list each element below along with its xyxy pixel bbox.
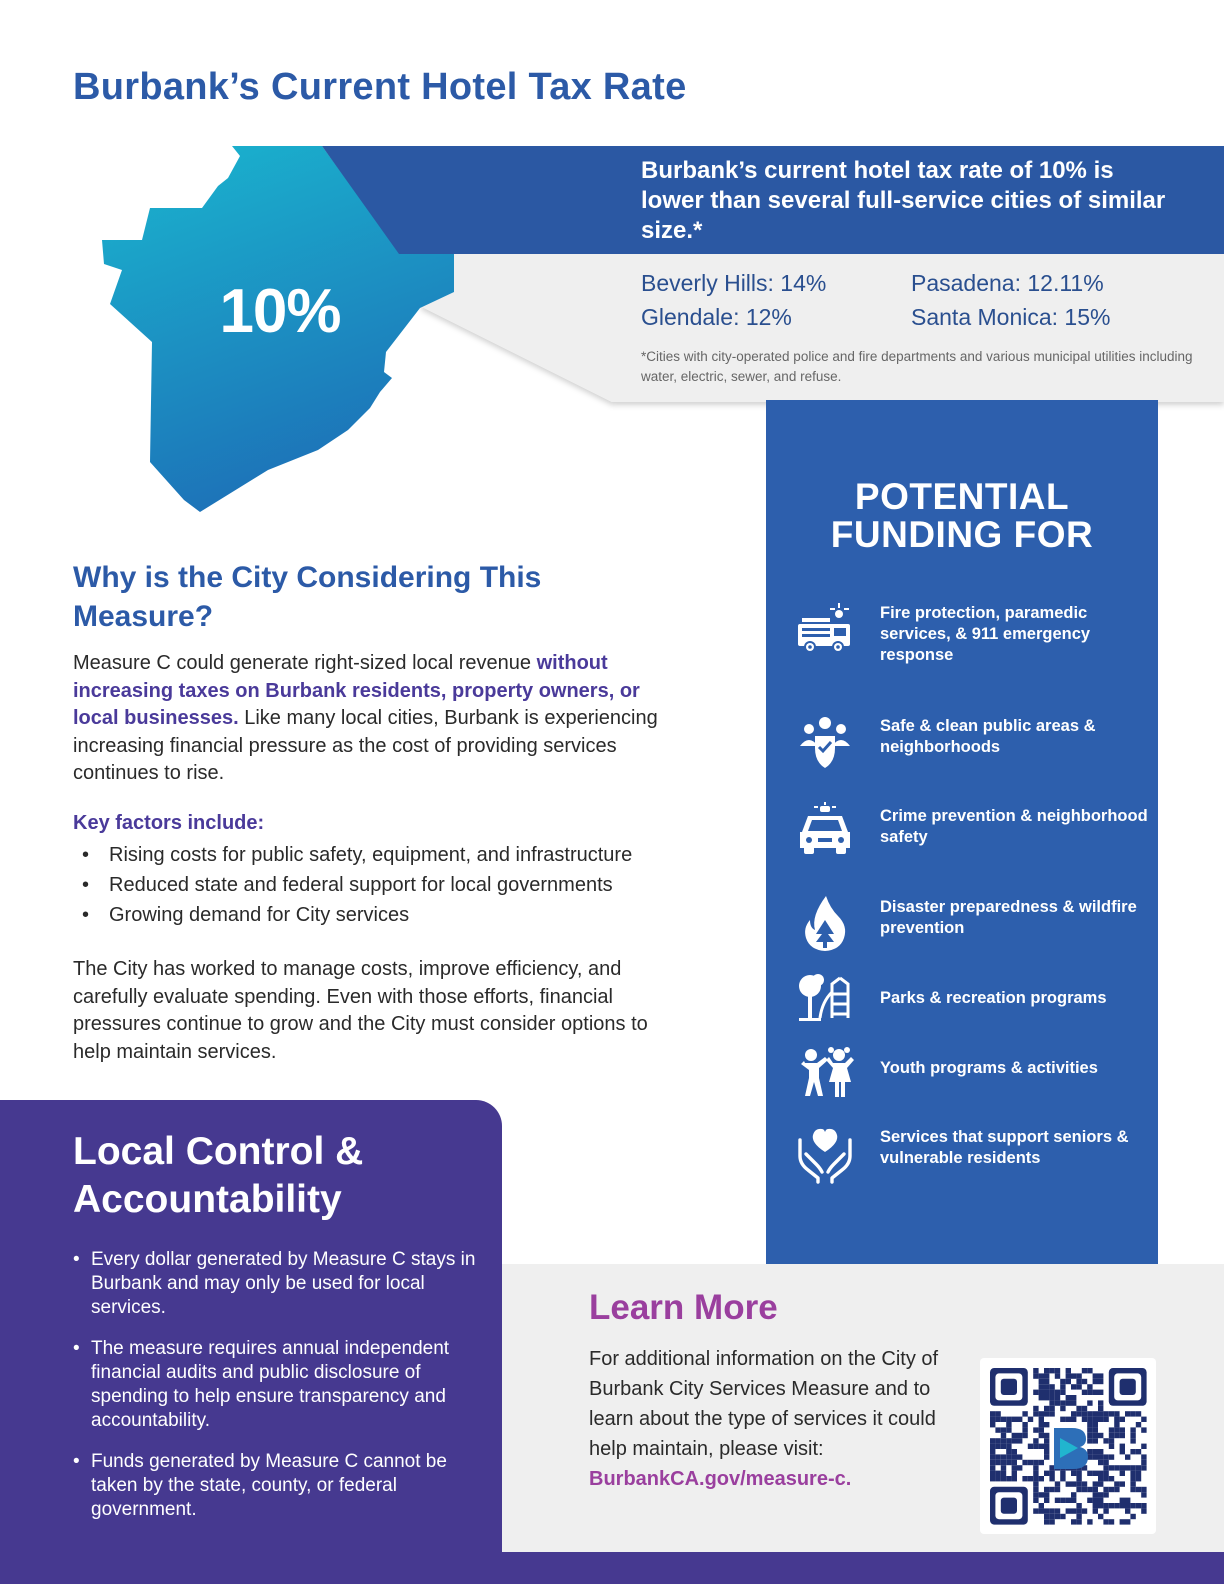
funding-item-disaster: Disaster preparedness & wildfire prevention: [880, 898, 1137, 937]
why-heading: Why is the City Considering This Measure?: [73, 561, 542, 633]
list-item: • Growing demand for City services: [80, 900, 700, 930]
local-control-heading: Local Control & Accountability: [73, 1130, 364, 1221]
efforts-paragraph: The City has worked to manage costs, improve efficiency, and carefully evaluate spending. Even with those efforts, financial pressures continue to grow and the City must consider options to help maintain services.: [73, 958, 648, 1063]
page-title: Burbank’s Current Hotel Tax Rate: [73, 66, 687, 108]
funding-title: POTENTIAL FUNDING FOR: [830, 476, 1094, 555]
qr-code[interactable]: [980, 1358, 1156, 1534]
police-car-icon: [796, 802, 854, 860]
local-control-panel: [0, 1100, 502, 1584]
qr-code-icon: [980, 1358, 1156, 1534]
list-item: • The measure requires annual independent financial audits and public disclosure of spending to help ensure transparency and accountability.: [73, 1337, 493, 1433]
city-rate-glendale: Glendale: 12%: [641, 304, 792, 330]
fire-truck-icon: [796, 602, 854, 660]
measure-link[interactable]: BurbankCA.gov/measure-c.: [589, 1468, 852, 1490]
footer-strip: [502, 1552, 1224, 1584]
funding-item-youth: Youth programs & activities: [880, 1059, 1098, 1077]
community-shield-icon: [796, 714, 854, 772]
list-item: • Funds generated by Measure C cannot be taken by the state, county, or federal government.: [73, 1450, 493, 1522]
funding-panel: [766, 400, 1158, 1264]
key-factors-heading: Key factors include:: [73, 812, 265, 834]
funding-item-crime-prevention: Crime prevention & neighborhood safety: [880, 807, 1148, 846]
local-control-list: [73, 1248, 493, 1539]
heart-hands-icon: [796, 1126, 854, 1184]
wildfire-icon: [796, 894, 854, 952]
learn-more-heading: Learn More: [589, 1288, 778, 1327]
funding-item-parks: Parks & recreation programs: [880, 989, 1107, 1007]
hero-headline: Burbank’s current hotel tax rate of 10% is lower than several full-service cities of similar size.*: [641, 157, 1166, 244]
cities-footnote: *Cities with city-operated police and fire departments and various municipal utilities including water, electric, sewer, and refuse.: [641, 349, 1193, 384]
city-rate-pasadena: Pasadena: 12.11%: [911, 270, 1104, 296]
map-rate-label: 10%: [219, 277, 341, 346]
funding-item-seniors: Services that support seniors & vulnerable residents: [880, 1128, 1129, 1167]
learn-more-panel: [502, 1264, 1224, 1552]
learn-more-text: [589, 1344, 959, 1494]
why-paragraph: [73, 650, 683, 788]
children-icon: [796, 1045, 854, 1103]
park-playground-icon: [796, 972, 854, 1030]
learn-more-body: For additional information on the City of Burbank City Services Measure and to learn about the type of services it could help maintain, please visit:: [589, 1348, 939, 1460]
funding-item-fire-protection: Fire protection, paramedic services, & 911 emergency response: [880, 604, 1091, 664]
why-text-start: Measure C could generate right-sized local revenue: [73, 652, 537, 674]
key-factors-list: [80, 840, 700, 930]
city-rate-beverly-hills: Beverly Hills: 14%: [641, 270, 827, 296]
list-item: • Rising costs for public safety, equipment, and infrastructure: [80, 840, 700, 870]
why-text-highlight: without increasing taxes on Burbank residents, property owners, or local businesses.: [73, 652, 640, 729]
list-item: • Every dollar generated by Measure C stays in Burbank and may only be used for local services.: [73, 1248, 493, 1320]
funding-item-public-areas: Safe & clean public areas & neighborhoods: [880, 717, 1096, 756]
list-item: • Reduced state and federal support for local governments: [80, 870, 700, 900]
why-text-end: Like many local cities, Burbank is experiencing increasing financial pressure as the cost of providing services continues to rise.: [73, 707, 658, 784]
city-rate-santa-monica: Santa Monica: 15%: [911, 304, 1111, 330]
